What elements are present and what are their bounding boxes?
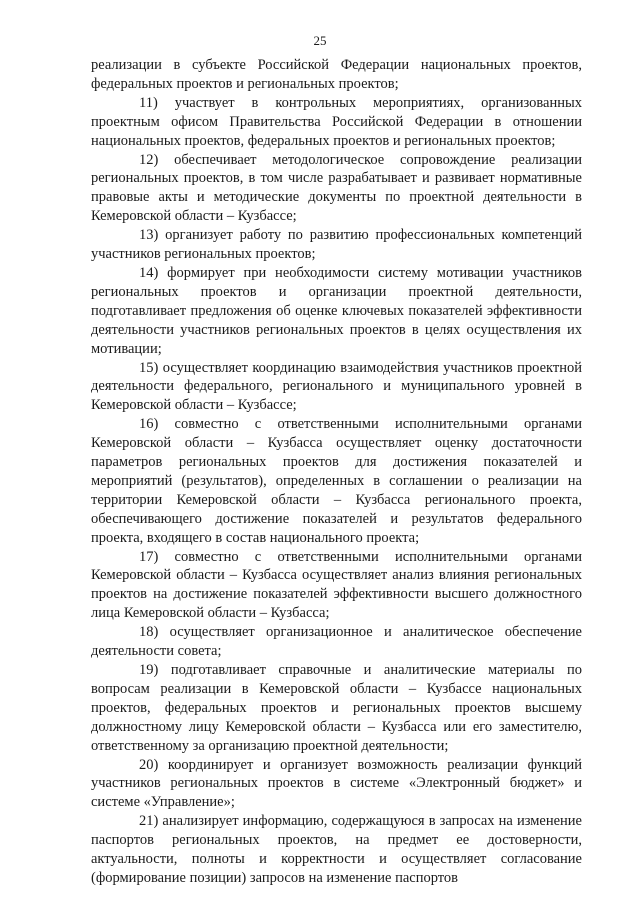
paragraph-item-18: 18) осуществляет организационное и аналитическое обеспечение деятельности совета; [91,624,582,660]
paragraph-item-20: 20) координирует и организует возможность реализации функций участников региональных проектов в системе «Электронный бюджет» и системе «Управление»; [91,756,582,811]
paragraph-item-17: 17) совместно с ответственными исполнительными органами Кемеровской области – Кузбасса осуществляет анализ влияния региональных проектов на достижение показателей эффективности высшего должностного лица Кемеровской области – Кузбасса; [91,548,582,622]
paragraph-item-21: 21) анализирует информацию, содержащуюся в запросах на изменение паспортов региональных проектов, на предмет ее достоверности, актуальности, полноты и корректности и осуществляет согласование (формирование позиции) запросов на изменение паспортов [91,813,582,886]
document-body [91,56,582,888]
paragraph-item-16: 16) совместно с ответственными исполнительными органами Кемеровской области – Кузбасса осуществляет оценку достаточности параметров региональных проектов для достижения показателей и мероприятий (результатов), определенных в соглашении о реализации на территории Кемеровской области – Кузбасса регионального проекта, обеспечивающего достижение показателей и результатов федерального проекта, входящего в состав национального проекта; [91,416,582,546]
paragraph-item-15: 15) осуществляет координацию взаимодействия участников проектной деятельности федерального, регионального и муниципального уровней в Кемеровской области – Кузбассе; [91,359,582,414]
paragraph-item-11: 11) участвует в контрольных мероприятиях, организованных проектным офисом Правительства Российской Федерации в отношении национальных проектов, федеральных проектов и региональных проектов; [91,94,582,149]
paragraph-continuation: реализации в субъекте Российской Федерации национальных проектов, федеральных проектов и региональных проектов; [91,57,582,92]
paragraph-item-13: 13) организует работу по развитию профессиональных компетенций участников региональных проектов; [91,227,582,263]
page-number: 25 [313,33,327,48]
paragraph-item-12: 12) обеспечивает методологическое сопровождение реализации региональных проектов, в том числе разрабатывает и развивает нормативные правовые акты и методические документы по проектной деятельности в Кемеровской области – Кузбассе; [91,151,582,225]
paragraph-item-14: 14) формирует при необходимости систему мотивации участников региональных проектов и организации проектной деятельности, подготавливает предложения об оценке ключевых показателей эффективности деятельности участников региональных проектов в целях осуществления их мотивации; [91,264,582,357]
paragraph-item-19: 19) подготавливает справочные и аналитические материалы по вопросам реализации в Кемеровской области – Кузбассе национальных проектов, федеральных проектов и региональных проектов высшему должностному лицу Кемеровской области – Кузбасса или его заместителю, ответственному за организацию проектной деятельности; [91,662,582,754]
